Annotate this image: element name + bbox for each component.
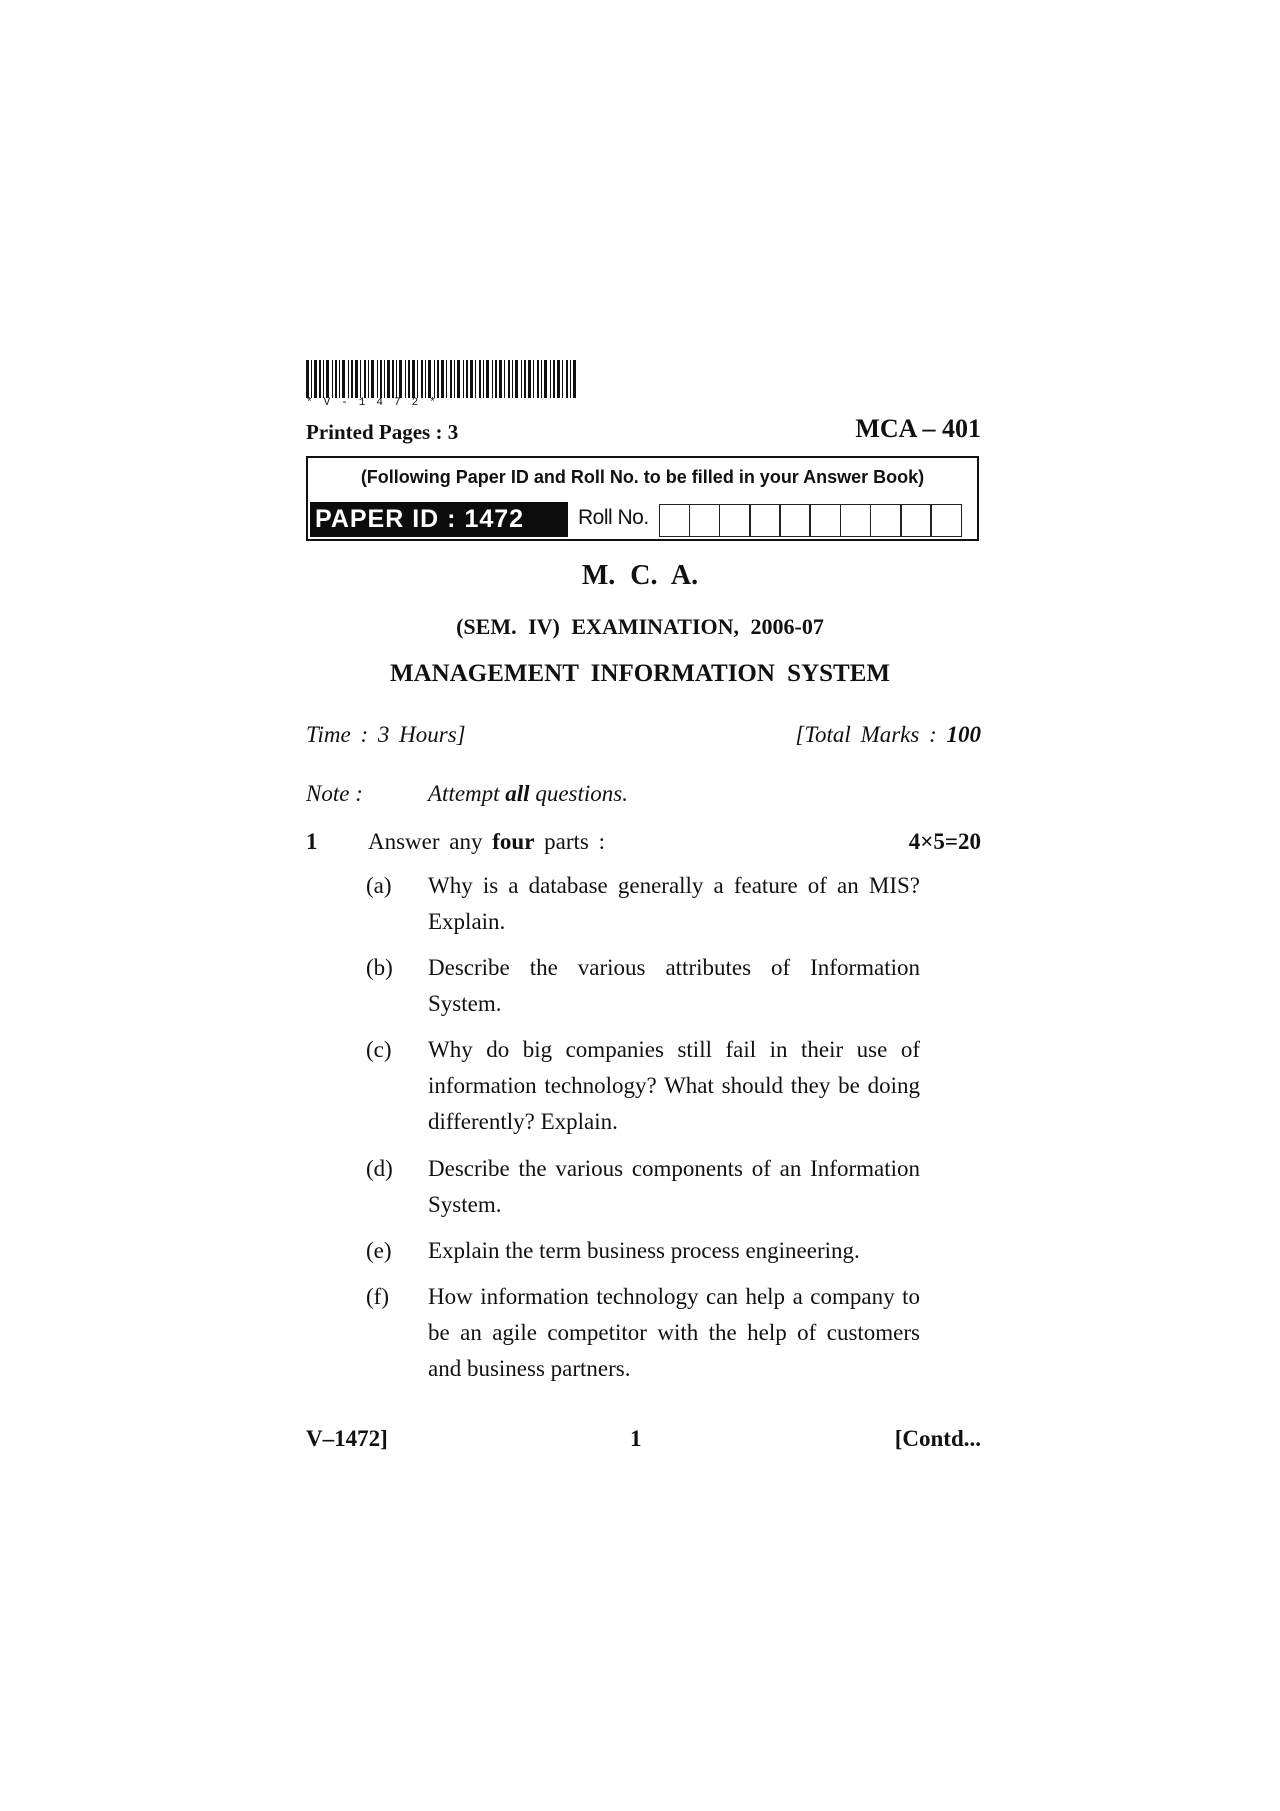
barcode [306,360,578,398]
part-label: (d) [366,1156,393,1181]
note-text-emphasis: all [505,781,530,806]
part-label: (c) [366,1037,392,1062]
roll-digit-box [779,504,811,537]
part-label: (a) [366,873,392,898]
paper-id-box [306,456,979,541]
question-part [366,950,920,1022]
part-text: Describe the various attributes of Information System. [428,955,920,1016]
part-label: (f) [366,1284,389,1309]
question-instruction-part: parts : [534,829,606,854]
roll-digit-box [930,504,962,537]
course-code: MCA – 401 [855,414,981,443]
part-text: Why is a database generally a feature of an MIS? Explain. [428,873,920,934]
subject-title: MANAGEMENT INFORMATION SYSTEM [390,660,890,687]
roll-digit-box [809,504,841,537]
part-text: Why do big companies still fail in their use of information technology? What should they be doing differently? Explain. [428,1037,920,1134]
question-part [366,1233,920,1269]
question-part [366,1279,920,1387]
part-label: (e) [366,1238,392,1263]
roll-digit-box [870,504,902,537]
question-instruction-part: Answer any [368,829,493,854]
part-text: Explain the term business process engineering. [428,1238,860,1263]
roll-digit-box [900,504,932,537]
question-part [366,1151,920,1223]
part-label: (b) [366,955,393,980]
paper-id-label: PAPER ID : 1472 [310,502,568,537]
note-text-part: Attempt [428,781,506,806]
total-marks-label: [Total Marks : [795,722,947,747]
part-text: How information technology can help a company to be an agile competitor with the help of customers and business partners. [428,1284,920,1381]
question-marks: 4×5=20 [908,829,981,854]
roll-digit-box [659,504,691,537]
roll-digit-box [719,504,751,537]
footer-paper-code: V–1472] [306,1426,388,1451]
time-allowed: Time : 3 Hours] [306,722,466,747]
total-marks [795,722,981,748]
degree-title: M. C. A. [581,560,699,591]
question-instruction [368,829,605,855]
page-number: 1 [630,1426,642,1451]
roll-digit-box [689,504,721,537]
roll-digit-box [840,504,872,537]
part-text: Describe the various components of an Information System. [428,1156,920,1217]
roll-number-label: Roll No. [578,506,649,529]
exam-title: (SEM. IV) EXAMINATION, 2006-07 [456,614,824,639]
question-number: 1 [306,829,318,854]
printed-pages: Printed Pages : 3 [306,420,459,444]
total-marks-value: 100 [946,722,981,747]
question-part [366,1032,920,1140]
note-text-part: questions. [529,781,628,806]
continued-marker: [Contd... [894,1426,981,1451]
answer-book-instruction: (Following Paper ID and Roll No. to be filled in your Answer Book) [360,467,925,487]
roll-number-boxes [660,504,962,537]
question-instruction-emphasis: four [492,829,535,854]
note-text [428,781,628,807]
question-part [366,868,920,940]
roll-digit-box [749,504,781,537]
note-label: Note : [306,781,363,806]
barcode-caption: *V-1472* [306,397,447,409]
